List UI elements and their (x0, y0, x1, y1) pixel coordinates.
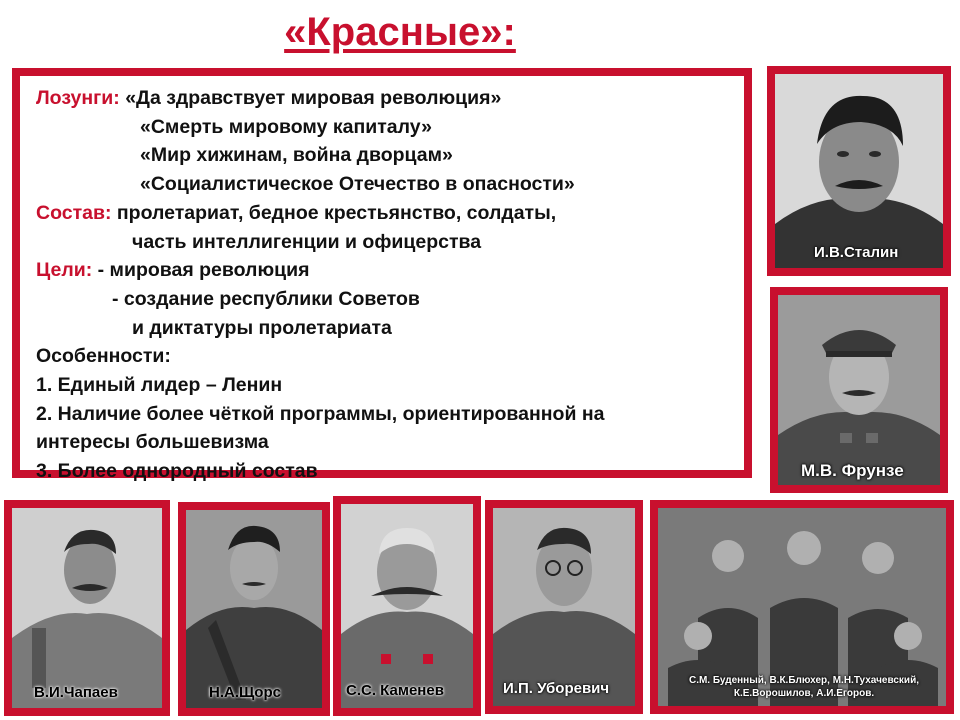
goals-line-1 (36, 256, 730, 285)
feature-3: 3. Более однородный состав (36, 460, 318, 483)
shchors-caption: Н.А.Щорс (209, 684, 281, 701)
goals-label: Цели: (36, 259, 93, 282)
slogan-1: «Да здравствует мировая революция» (125, 87, 502, 109)
composition-1: пролетариат, бедное крестьянство, солдаты, (116, 201, 557, 224)
slogans-label: Лозунги: (36, 87, 120, 109)
group-caption-line-1: С.М. Буденный, В.К.Блюхер, М.Н.Тухачевский, (688, 675, 920, 686)
info-box (12, 68, 752, 483)
slogan-3: «Мир хижинам, война дворцам» (140, 144, 453, 167)
composition-line-1 (36, 199, 730, 228)
uborevich-caption: И.П. Уборевич (503, 680, 610, 697)
goal-1: - мировая революция (97, 259, 310, 282)
composition-2: часть интеллигенции и офицерства (132, 230, 482, 253)
chapaev-caption: В.И.Чапаев (34, 684, 118, 701)
slogan-2: «Смерть мировому капиталу» (140, 115, 432, 138)
slide-title: «Красные»: (284, 10, 516, 54)
stalin-caption: И.В.Сталин (814, 244, 899, 261)
goal-2: - создание республики Советов (112, 287, 420, 310)
slogan-4: «Социалистическое Отечество в опасности» (140, 173, 575, 196)
kamenev-caption: С.С. Каменев (346, 682, 444, 699)
group-caption-line-2: К.Е.Ворошилов, А.И.Егоров. (733, 688, 875, 699)
group-caption (664, 674, 944, 700)
feature-1: 1. Единый лидер – Ленин (36, 374, 283, 397)
goal-3: и диктатуры пролетариата (132, 316, 392, 339)
feature-2b: интересы большевизма (36, 431, 269, 454)
slogans-line-1 (36, 84, 730, 113)
composition-label: Состав: (36, 201, 112, 224)
features-label: Особенности: (36, 345, 171, 368)
frunze-caption: М.В. Фрунзе (801, 461, 904, 480)
feature-2a: 2. Наличие более чёткой программы, ориентированной на (36, 402, 605, 425)
